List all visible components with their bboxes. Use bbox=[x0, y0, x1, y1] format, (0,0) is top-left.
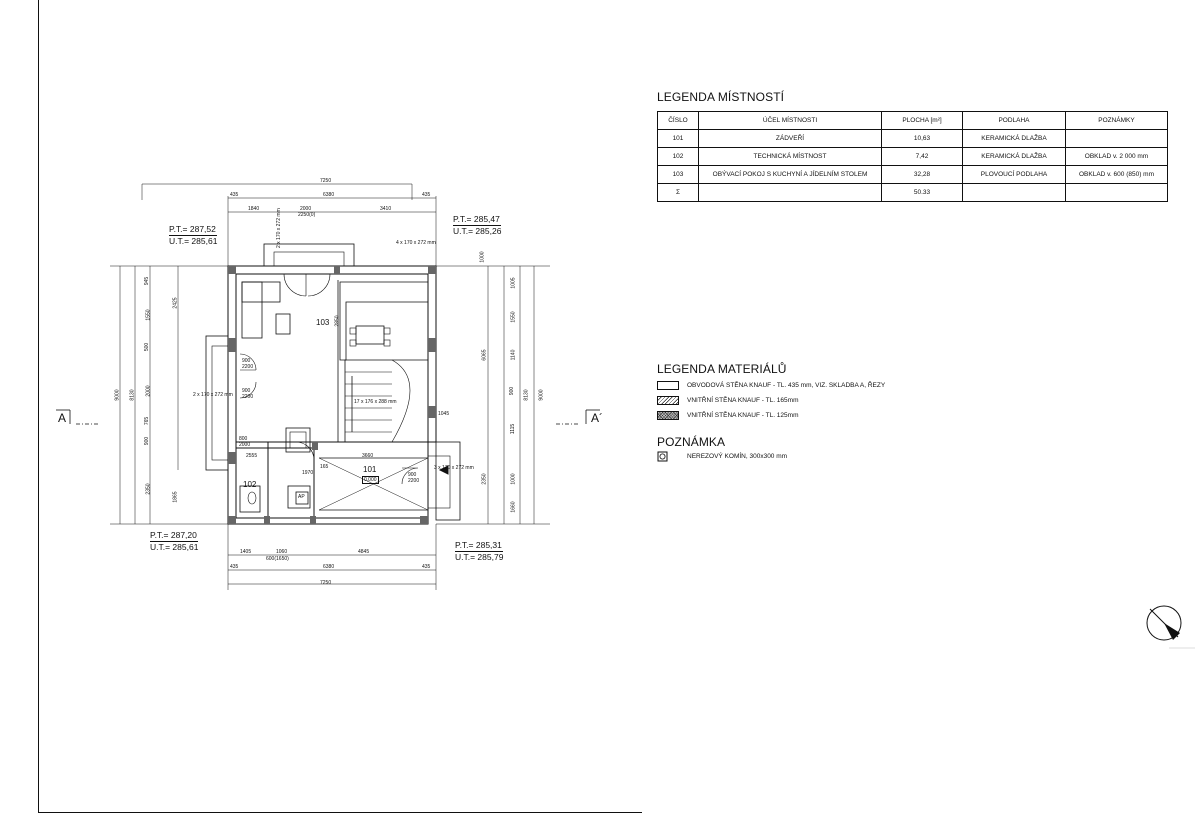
cell: 32,28 bbox=[882, 166, 963, 184]
inner-wall-hatch bbox=[228, 266, 436, 524]
section-label-left: A bbox=[58, 411, 67, 425]
chimney-label: AP bbox=[298, 494, 305, 500]
dim-wall-top-left: 435 bbox=[230, 192, 239, 198]
dim-left-seg-3: 2425 bbox=[172, 297, 179, 309]
dim-1970: 1970 bbox=[302, 470, 314, 476]
dim-seg-bottom-2: 1060 bbox=[276, 549, 288, 555]
cell bbox=[699, 184, 882, 202]
level-bl-pt: P.T.= 287,20 bbox=[150, 530, 197, 540]
dim-total-left: 9000 bbox=[114, 389, 121, 401]
material-legend-list bbox=[657, 378, 885, 423]
cell: 101 bbox=[658, 130, 699, 148]
cell: OBKLAD v. 2 000 mm bbox=[1066, 148, 1168, 166]
cell bbox=[1066, 184, 1168, 202]
dim-left-seg-9: 1865 bbox=[172, 491, 179, 503]
dim-inner-bottom: 6380 bbox=[323, 564, 335, 570]
room-legend-table bbox=[657, 111, 1168, 202]
dim-left-seg-2: 1550 bbox=[145, 309, 152, 321]
dim-window-top: 2250(0) bbox=[298, 212, 316, 218]
door-label-1: 900 2200 bbox=[242, 358, 254, 370]
table-row bbox=[658, 130, 1168, 148]
list-item bbox=[657, 393, 885, 408]
cell: OBKLAD v. 600 (850) mm bbox=[1066, 166, 1168, 184]
level-tl-ut: U.T.= 285,61 bbox=[169, 236, 218, 246]
cell: OBÝVACÍ POKOJ S KUCHYNÍ A JÍDELNÍM STOLEM bbox=[699, 166, 882, 184]
room-number-102: 102 bbox=[243, 480, 257, 489]
cell: Σ bbox=[658, 184, 699, 202]
dim-right-seg-6: 900 bbox=[509, 386, 516, 396]
note-title: POZNÁMKA bbox=[657, 435, 726, 449]
cell: KERAMICKÁ DLAŽBA bbox=[963, 148, 1066, 166]
dim-1045: 1045 bbox=[438, 411, 450, 417]
material-swatch-inner-165 bbox=[657, 396, 679, 405]
level-bl bbox=[150, 530, 198, 552]
stair-label: 17 x 176 x 288 mm bbox=[354, 399, 397, 405]
dim-total-right: 9000 bbox=[538, 389, 545, 401]
dim-wall-bottom-left: 435 bbox=[230, 564, 239, 570]
room-legend-header-row bbox=[658, 112, 1168, 130]
level-tr-pt: P.T.= 285,47 bbox=[453, 214, 500, 224]
cell bbox=[1066, 130, 1168, 148]
material-label: VNITŘNÍ STĚNA KNAUF - TL. 165mm bbox=[687, 397, 799, 404]
dim-right-seg-3: 1550 bbox=[510, 311, 517, 323]
level-tl bbox=[169, 224, 217, 246]
note-item bbox=[657, 449, 787, 464]
dim-left-seg-6: 765 bbox=[144, 416, 151, 426]
cell: 7,42 bbox=[882, 148, 963, 166]
dim-inner-left: 8130 bbox=[129, 389, 136, 401]
material-label: OBVODOVÁ STĚNA KNAUF - TL. 435 mm, VIZ. SKLADBA A, ŘEZY bbox=[687, 382, 886, 389]
list-item bbox=[657, 378, 885, 393]
chimney-symbol-icon bbox=[657, 451, 669, 463]
dim-left-seg-7: 900 bbox=[144, 436, 151, 446]
dim-inner-right: 8130 bbox=[523, 389, 530, 401]
dim-inner-top: 6380 bbox=[323, 192, 335, 198]
header-plocha: PLOCHA [m²] bbox=[882, 112, 963, 130]
room-level-101: 0,000 bbox=[364, 477, 377, 483]
material-label: VNITŘNÍ STĚNA KNAUF - TL. 125mm bbox=[687, 412, 799, 419]
dim-seg-bottom-3: 4845 bbox=[358, 549, 370, 555]
dim-seg-top-1: 1840 bbox=[248, 206, 260, 212]
material-swatch-inner-125 bbox=[657, 411, 679, 420]
cell: 50.33 bbox=[882, 184, 963, 202]
section-label-right: A´ bbox=[591, 411, 603, 425]
cell: 102 bbox=[658, 148, 699, 166]
dim-right-seg-5: 6065 bbox=[481, 349, 488, 361]
dim-seg-bottom-1: 1405 bbox=[240, 549, 252, 555]
dim-door-bottom: 600(1650) bbox=[266, 556, 289, 562]
north-arrow-icon bbox=[1140, 600, 1200, 656]
dim-seg-top-2: 2000 bbox=[300, 206, 312, 212]
dim-right-seg-4: 1140 bbox=[510, 349, 517, 361]
room-number-101: 101 bbox=[363, 465, 377, 474]
header-cislo: ČÍSLO bbox=[658, 112, 699, 130]
dim-total-top: 7250 bbox=[320, 178, 332, 184]
dim-left-seg-4: 500 bbox=[144, 342, 151, 352]
dim-left-seg-1: 945 bbox=[144, 276, 151, 286]
header-poznamky: POZNÁMKY bbox=[1066, 112, 1168, 130]
level-tr-ut: U.T.= 285,26 bbox=[453, 226, 502, 236]
list-item bbox=[657, 408, 885, 423]
header-podlaha: PODLAHA bbox=[963, 112, 1066, 130]
door-label-3: 800 2000 bbox=[239, 436, 251, 448]
window-tr-label: 4 x 170 x 272 mm bbox=[396, 240, 436, 246]
dim-wall-top-right: 435 bbox=[422, 192, 431, 198]
dim-right-seg-1: 1000 bbox=[479, 251, 486, 263]
window-entry-label: 3 x 170 x 272 mm bbox=[434, 465, 474, 471]
table-row bbox=[658, 148, 1168, 166]
note-label: NEREZOVÝ KOMÍN, 300x300 mm bbox=[687, 453, 788, 460]
dim-right-seg-9: 2350 bbox=[481, 473, 488, 485]
table-row bbox=[658, 166, 1168, 184]
cell: 103 bbox=[658, 166, 699, 184]
door-label-4: 900 2200 bbox=[408, 472, 420, 484]
dim-2555: 2555 bbox=[246, 453, 258, 459]
level-br-ut: U.T.= 285,79 bbox=[455, 552, 504, 562]
door-label-2: 900 2200 bbox=[242, 388, 254, 400]
cell: TECHNICKÁ MÍSTNOST bbox=[699, 148, 882, 166]
level-tr bbox=[453, 214, 501, 236]
room-legend-title: LEGENDA MÍSTNOSTÍ bbox=[657, 90, 785, 104]
dim-165: 165 bbox=[320, 464, 329, 470]
sheet-frame-bottom bbox=[38, 812, 642, 813]
dim-left-seg-5: 2000 bbox=[145, 385, 152, 397]
cell bbox=[963, 184, 1066, 202]
room-number-103: 103 bbox=[316, 318, 330, 327]
dim-total-bottom: 7250 bbox=[320, 580, 332, 586]
dim-3660: 3660 bbox=[362, 453, 374, 459]
level-tl-pt: P.T.= 287,52 bbox=[169, 224, 216, 234]
cell: 10,63 bbox=[882, 130, 963, 148]
dim-seg-top-3: 3410 bbox=[380, 206, 392, 212]
level-bl-ut: U.T.= 285,61 bbox=[150, 542, 199, 552]
dim-right-seg-7: 1115 bbox=[510, 423, 517, 435]
level-br bbox=[455, 540, 503, 562]
dim-wall-bottom-right: 435 bbox=[422, 564, 431, 570]
level-br-pt: P.T.= 285,31 bbox=[455, 540, 502, 550]
dim-2850: 2850 bbox=[334, 315, 341, 327]
cell: ZÁDVEŘÍ bbox=[699, 130, 882, 148]
dim-right-seg-8: 1000 bbox=[510, 473, 517, 485]
dim-right-seg-2: 1005 bbox=[510, 277, 517, 289]
dim-right-seg-10: 1660 bbox=[510, 501, 517, 513]
material-swatch-outer-wall bbox=[657, 381, 679, 390]
material-legend-title: LEGENDA MATERIÁLŮ bbox=[657, 362, 787, 376]
cell: KERAMICKÁ DLAŽBA bbox=[963, 130, 1066, 148]
header-ucel: ÚČEL MÍSTNOSTI bbox=[699, 112, 882, 130]
dim-left-seg-8: 2350 bbox=[145, 483, 152, 495]
cell: PLOVOUCÍ PODLAHA bbox=[963, 166, 1066, 184]
table-row-sum bbox=[658, 184, 1168, 202]
window-top-label: 2 x 170 x 272 mm bbox=[276, 208, 282, 248]
window-left-label: 2 x 170 x 272 mm bbox=[193, 392, 233, 398]
